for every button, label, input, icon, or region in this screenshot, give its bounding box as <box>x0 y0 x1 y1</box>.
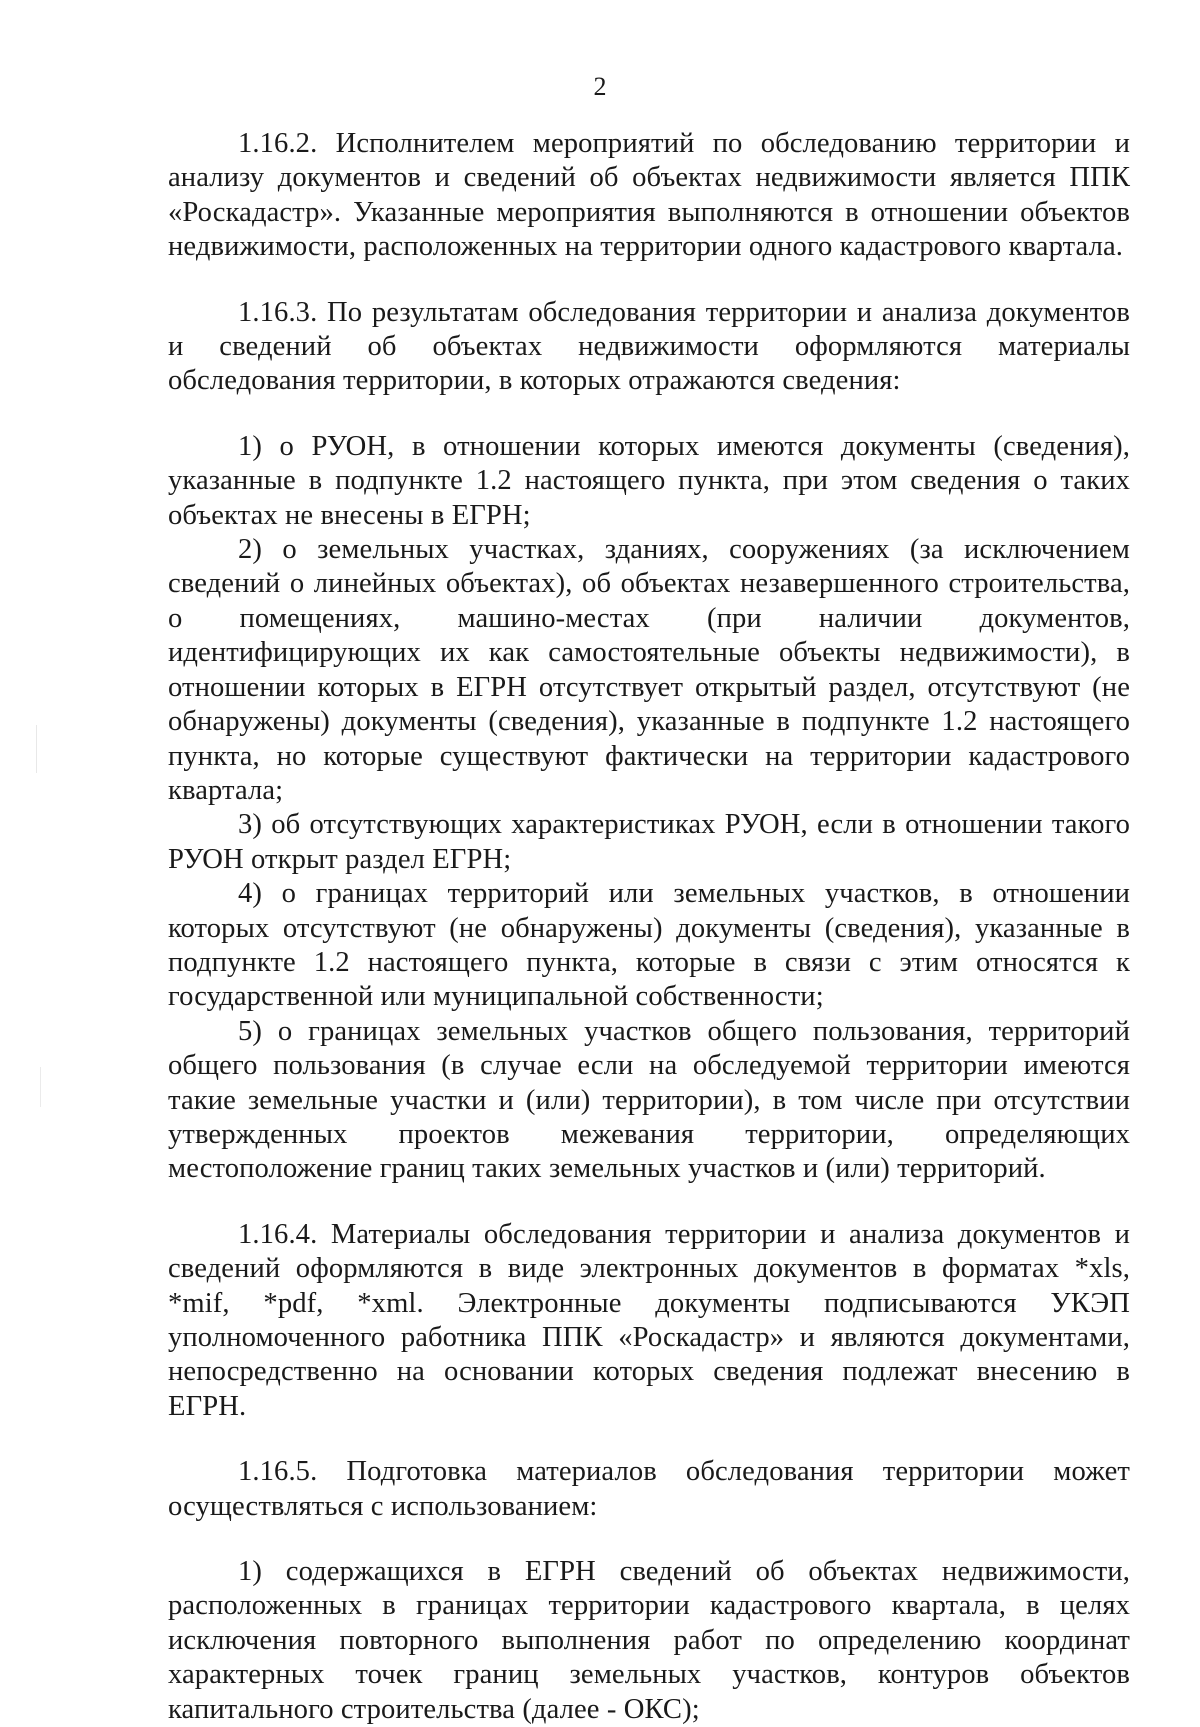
list-item-1-16-3-3: 3) об отсутствующих характеристиках РУОН, если в отношении такого РУОН открыт раздел ЕГРН; <box>168 809 1130 875</box>
list-item-1-16-3-5: 5) о границах земельных участков общего пользования, территорий общего пользования (в случае если на обследуемой территории имеются такие земельные участки и (или) территории), в том числе при отсутствии утвержденных проектов межевания территории, определяющих местоположение границ таких земельных участков и (или) территорий. <box>168 1015 1130 1185</box>
scan-artifact <box>40 1067 41 1107</box>
page-number: 2 <box>593 72 607 101</box>
paragraph-1-16-3: 1.16.3. По результатам обследования территории и анализа документов и сведений об объектах недвижимости оформляются материалы обследования территории, в которых отражаются сведения: <box>168 296 1130 397</box>
document-body <box>168 127 1130 1727</box>
paragraph-1-16-2: 1.16.2. Исполнителем мероприятий по обследованию территории и анализу документов и сведений об объектах недвижимости является ППК «Роскадастр». Указанные мероприятия выполняются в отношении объектов недвижимости, расположенных на территории одного кадастрового квартала. <box>168 128 1130 263</box>
list-item-1-16-3-2: 2) о земельных участках, зданиях, сооружениях (за исключением сведений о линейных объектах), об объектах незавершенного строительства, о помещениях, машино-местах (при наличии документов, идентифицирующих их как самостоятельные объекты недвижимости), в отношении которых в ЕГРН отсутствует открытый раздел, отсутствуют (не обнаружены) документы (сведения), указанные в подпункте 1.2 настоящего пункта, но которые существуют фактически на территории кадастрового квартала; <box>168 534 1130 806</box>
paragraph-1-16-5: 1.16.5. Подготовка материалов обследования территории может осуществляться с использованием: <box>168 1456 1130 1522</box>
list-item-1-16-3-4: 4) о границах территорий или земельных участков, в отношении которых отсутствуют (не обнаружены) документы (сведения), указанные в подпункте 1.2 настоящего пункта, которые в связи с этим относятся к государственной или муниципальной собственности; <box>168 878 1130 1013</box>
scan-artifact <box>36 725 37 773</box>
paragraph-1-16-4: 1.16.4. Материалы обследования территории и анализа документов и сведений оформляются в виде электронных документов в форматах *xls, *mif, *pdf, *xml. Электронные документы подписываются УКЭП уполномоченного работника ППК «Роскадастр» и являются документами, непосредственно на основании которых сведения подлежат внесению в ЕГРН. <box>168 1218 1130 1422</box>
list-item-1-16-3-1: 1) о РУОН, в отношении которых имеются документы (сведения), указанные в подпункте 1.2 настоящего пункта, при этом сведения о таких объектах не внесены в ЕГРН; <box>168 430 1130 531</box>
list-item-1-16-5-1: 1) содержащихся в ЕГРН сведений об объектах недвижимости, расположенных в границах территории кадастрового квартала, в целях исключения повторного выполнения работ по определению координат характерных точек границ земельных участков, контуров объектов капитального строительства (далее - ОКС); <box>168 1556 1130 1725</box>
